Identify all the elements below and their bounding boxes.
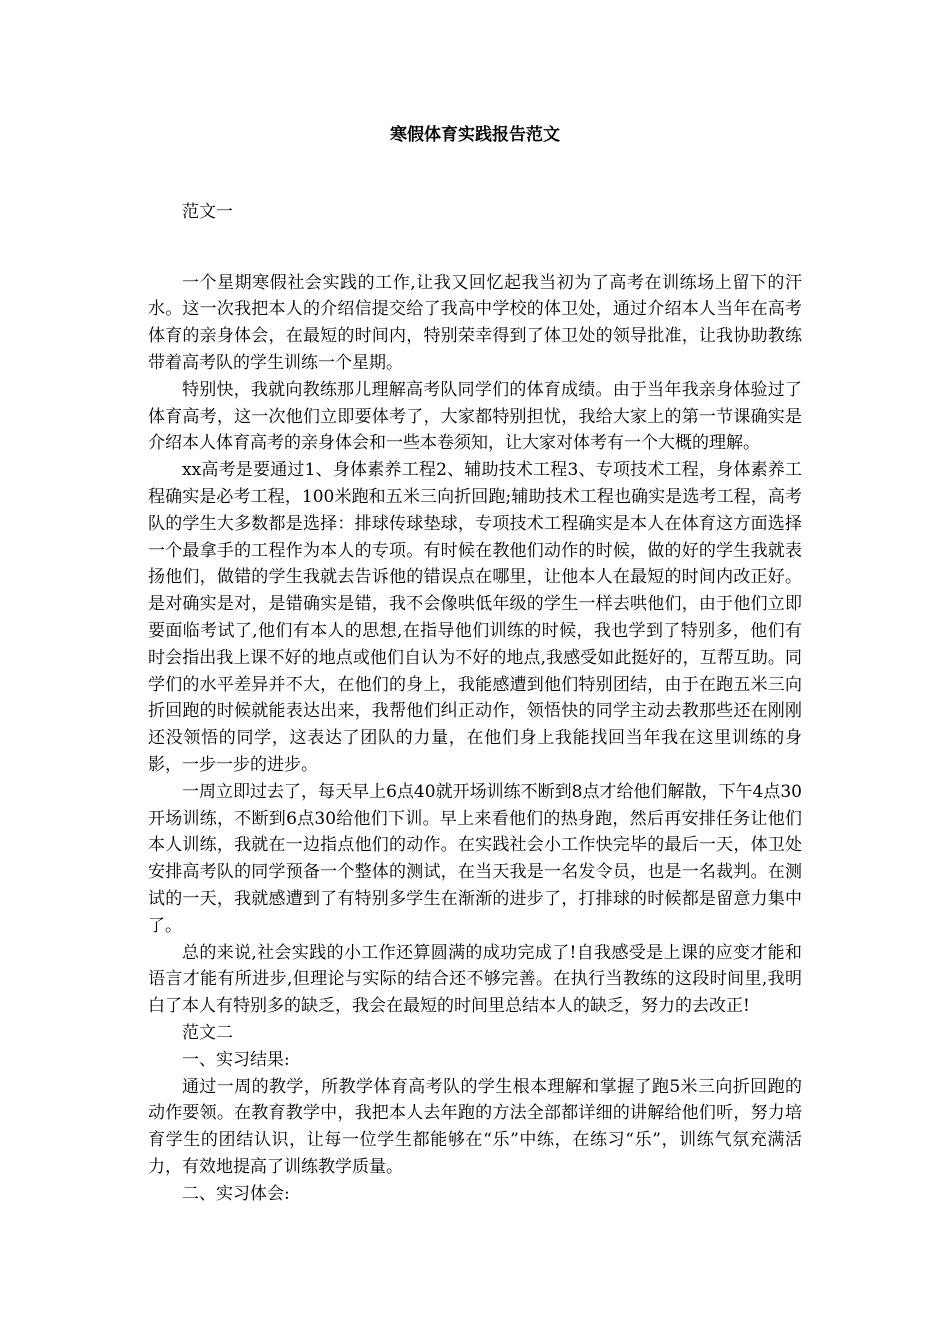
paragraph: 总的来说,社会实践的小工作还算圆满的成功完成了!自我感受是上课的应变才能和语言才能有所进步,但理论与实际的结合还不够完善。在执行当教练的这段时间里,我明白了本人有特别多的缺乏，我会在最短的时间里总结本人的缺乏，努力的去改正!	[148, 942, 802, 1017]
section-heading: 范文二	[182, 1022, 233, 1043]
paragraph: 一个星期寒假社会实践的工作,让我又回忆起我当初为了高考在训练场上留下的汗水。这一次我把本人的介绍信提交给了我高中学校的体卫处，通过介绍本人当年在高考体育的亲身体会，在最短的时间内，特别荣幸得到了体卫处的领导批准，让我协助教练带着高考队的学生训练一个星期。	[148, 272, 802, 373]
paragraph: 通过一周的教学，所教学体育高考队的学生根本理解和掌握了跑5米三向折回跑的动作要领。在教育教学中，我把本人去年跑的方法全部都详细的讲解给他们听，努力培育学生的团结认识，让每一位学生都能够在“乐”中练，在练习“乐”，训练气氛充满活力，有效地提高了训练教学质量。	[148, 1076, 802, 1177]
paragraph: 特别快，我就向教练那儿理解高考队同学们的体育成绩。由于当年我亲身体验过了体育高考，这一次他们立即要体考了，大家都特别担忧，我给大家上的第一节课确实是介绍本人体育高考的亲身体会和一些本卷须知，让大家对体考有一个大概的理解。	[148, 379, 802, 454]
paragraph: 一周立即过去了，每天早上6点40就开场训练不断到8点才给他们解散，下午4点30开场训练，不断到6点30给他们下训。早上来看他们的热身跑，然后再安排任务让他们本人训练，我就在一边指点他们的动作。在实践社会小工作快完毕的最后一天，体卫处安排高考队的同学预备一个整体的测试，在当天我是一名发令员，也是一名裁判。在测试的一天，我就感遭到了有特别多学生在渐渐的进步了，打排球的时候都是留意力集中了。	[148, 781, 802, 936]
document-page	[148, 0, 802, 1207]
paragraph: xx高考是要通过1、身体素养工程2、辅助技术工程3、专项技术工程，身体素养工程确实是必考工程，100米跑和五米三向折回跑;辅助技术工程也确实是选考工程，高考队的学生大多数都是选择：排球传球垫球，专项技术工程确实是本人在体育这方面选择一个最拿手的工程作为本人的专项。有时候在教他们动作的时候，做的好的学生我就表扬他们，做错的学生我就去告诉他的错误点在哪里，让他本人在最短的时间内改正好。是对确实是对，是错确实是错，我不会像哄低年级的学生一样去哄他们，由于他们立即要面临考试了,他们有本人的思想,在指导他们训练的时候，我也学到了特别多，他们有时会指出我上课不好的地点或他们自认为不好的地点,我感受如此挺好的，互帮互助。同学们的水平差异并不大，在他们的身上，我能感遭到他们特别团结，由于在跑五米三向折回跑的时候就能表达出来，我帮他们纠正动作，领悟快的同学主动去教那些还在刚刚还没领悟的同学，这表达了团队的力量，在他们身上我能找回当年我在这里训练的身影，一步一步的进步。	[148, 460, 802, 775]
document-body	[148, 270, 802, 1208]
section-label: 范文一	[182, 201, 233, 222]
subsection-heading: 一、实习结果:	[182, 1049, 290, 1070]
document-title: 寒假体育实践报告范文	[390, 125, 560, 145]
subsection-heading: 二、实习体会:	[182, 1183, 290, 1204]
